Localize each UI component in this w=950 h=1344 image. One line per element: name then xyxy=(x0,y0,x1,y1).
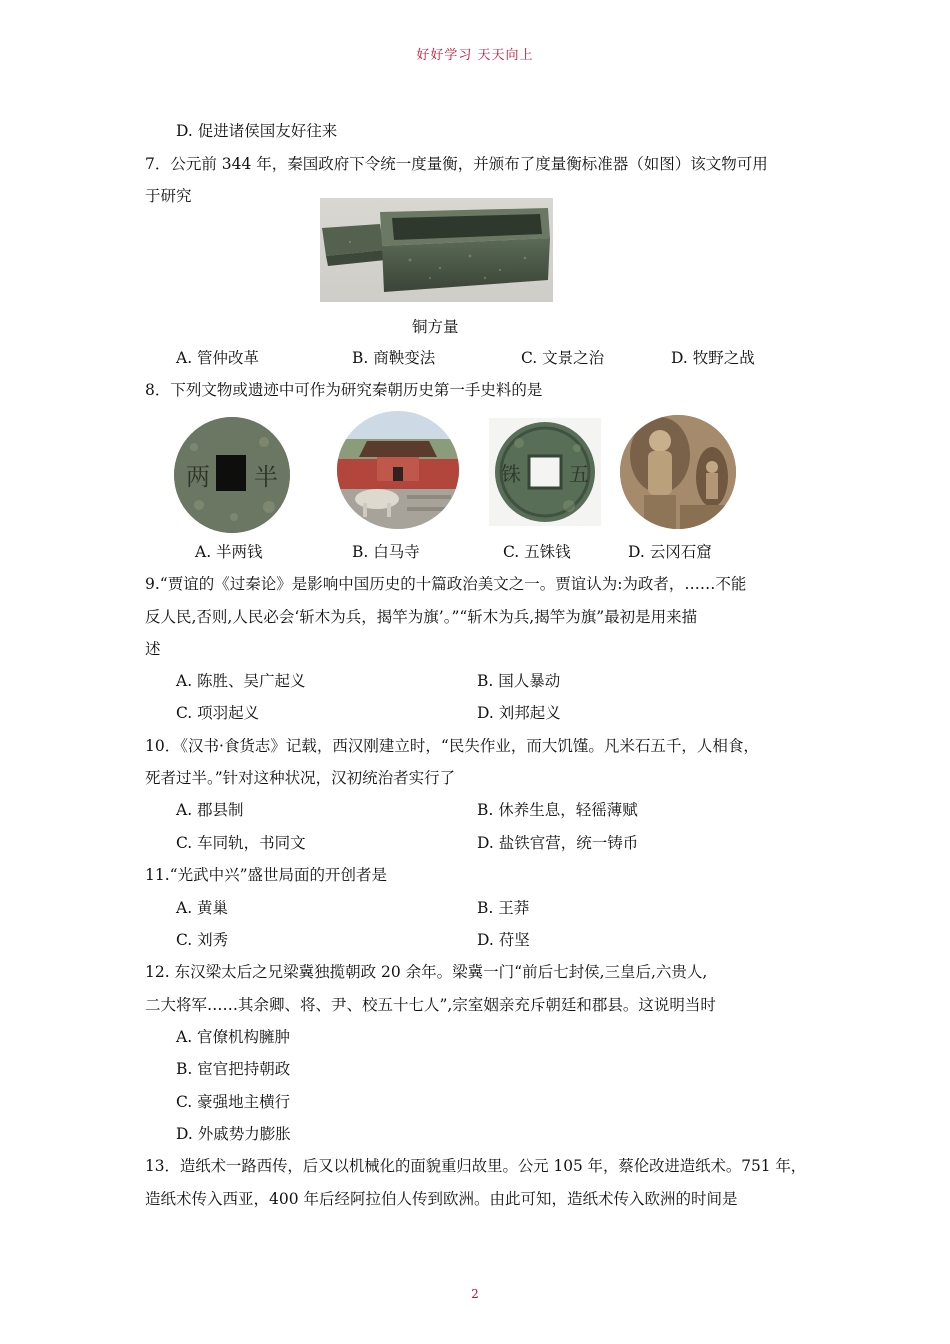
q12-option-b: B. 宦官把持朝政 xyxy=(176,1060,291,1078)
q7-option-c: C. 文景之治 xyxy=(521,349,605,367)
q9-stem-line1: 9.“贾谊的《过秦论》是影响中国历史的十篇政治美文之一。贾谊认为:为政者，……不能 xyxy=(145,575,747,593)
q12-option-c: C. 豪强地主横行 xyxy=(176,1093,291,1111)
baima-temple-image xyxy=(337,411,459,529)
q9-option-b: B. 国人暴动 xyxy=(477,672,561,690)
q7-stem-line2: 于研究 xyxy=(145,187,192,205)
q6-option-d: D. 促进诸侯国友好往来 xyxy=(176,122,338,140)
q8-stem: 8．下列文物或遗迹中可作为研究秦朝历史第一手史料的是 xyxy=(145,381,543,399)
q9-option-d: D. 刘邦起义 xyxy=(477,704,561,722)
q10-option-a: A. 郡县制 xyxy=(176,801,244,819)
q8-option-b: B. 白马寺 xyxy=(352,543,420,561)
q7-option-a: A. 管仲改革 xyxy=(176,349,260,367)
q12-stem-line1: 12. 东汉梁太后之兄梁冀独揽朝政 20 余年。梁冀一门“前后七封侯,三皇后,六贵人, xyxy=(145,963,708,981)
coin-glyph-ban: 半 xyxy=(254,463,278,491)
q7-image-caption: 铜方量 xyxy=(412,318,459,336)
copper-measure-image xyxy=(320,198,553,302)
q11-option-b: B. 王莽 xyxy=(477,899,530,917)
q7-stem-line1: 7．公元前 344 年，秦国政府下令统一度量衡，并颁布了度量衡标准器（如图）该文物可用 xyxy=(145,155,768,173)
q12-option-a: A. 官僚机构臃肿 xyxy=(176,1028,291,1046)
banliang-coin-image xyxy=(174,417,290,533)
q13-stem-line2: 造纸术传入西亚，400 年后经阿拉伯人传到欧洲。由此可知，造纸术传入欧洲的时间是 xyxy=(145,1190,738,1208)
q8-option-d: D. 云冈石窟 xyxy=(628,543,712,561)
q8-option-a: A. 半两钱 xyxy=(195,543,263,561)
coin-glyph-zhu: 铢 xyxy=(501,462,521,486)
q11-option-d: D. 苻坚 xyxy=(477,931,530,949)
q13-stem-line1: 13．造纸术一路西传，后又以机械化的面貌重归故里。公元 105 年，蔡伦改进造纸术。751 年， xyxy=(145,1157,807,1175)
q9-option-c: C. 项羽起义 xyxy=(176,704,260,722)
q8-option-c: C. 五铢钱 xyxy=(503,543,571,561)
q11-stem: 11.“光武中兴”盛世局面的开创者是 xyxy=(145,866,387,884)
page-number: 2 xyxy=(471,1287,479,1301)
wuzhu-coin-image xyxy=(489,418,601,526)
q11-option-a: A. 黄巢 xyxy=(176,899,229,917)
q10-stem-line2: 死者过半。”针对这种状况，汉初统治者实行了 xyxy=(145,769,456,787)
q10-option-b: B. 休养生息，轻徭薄赋 xyxy=(477,801,638,819)
yungang-grottoes-image xyxy=(620,415,736,529)
page-header: 好好学习 天天向上 xyxy=(416,48,534,63)
q11-option-c: C. 刘秀 xyxy=(176,931,229,949)
q10-option-c: C. 车同轨，书同文 xyxy=(176,834,306,852)
q7-option-b: B. 商鞅变法 xyxy=(352,349,436,367)
q12-stem-line2: 二大将军……其余卿、将、尹、校五十七人”,宗室姻亲充斥朝廷和郡县。这说明当时 xyxy=(145,996,716,1014)
q9-option-a: A. 陈胜、吴广起义 xyxy=(176,672,306,690)
q9-stem-line2: 反人民,否则,人民必会‘斩木为兵，揭竿为旗’。”“斩木为兵,揭竿为旗”最初是用来描 xyxy=(145,608,698,626)
q9-stem-line3: 述 xyxy=(145,640,161,658)
q7-option-d: D. 牧野之战 xyxy=(671,349,755,367)
q10-stem-line1: 10．《汉书·食货志》记载，西汉刚建立时，“民失作业，而大饥馑。凡米石五千，人相食， xyxy=(145,737,759,755)
coin-glyph-liang: 两 xyxy=(186,463,210,491)
q12-option-d: D. 外戚势力膨胀 xyxy=(176,1125,291,1143)
coin-glyph-wu: 五 xyxy=(569,462,589,486)
q10-option-d: D. 盐铁官营，统一铸币 xyxy=(477,834,639,852)
